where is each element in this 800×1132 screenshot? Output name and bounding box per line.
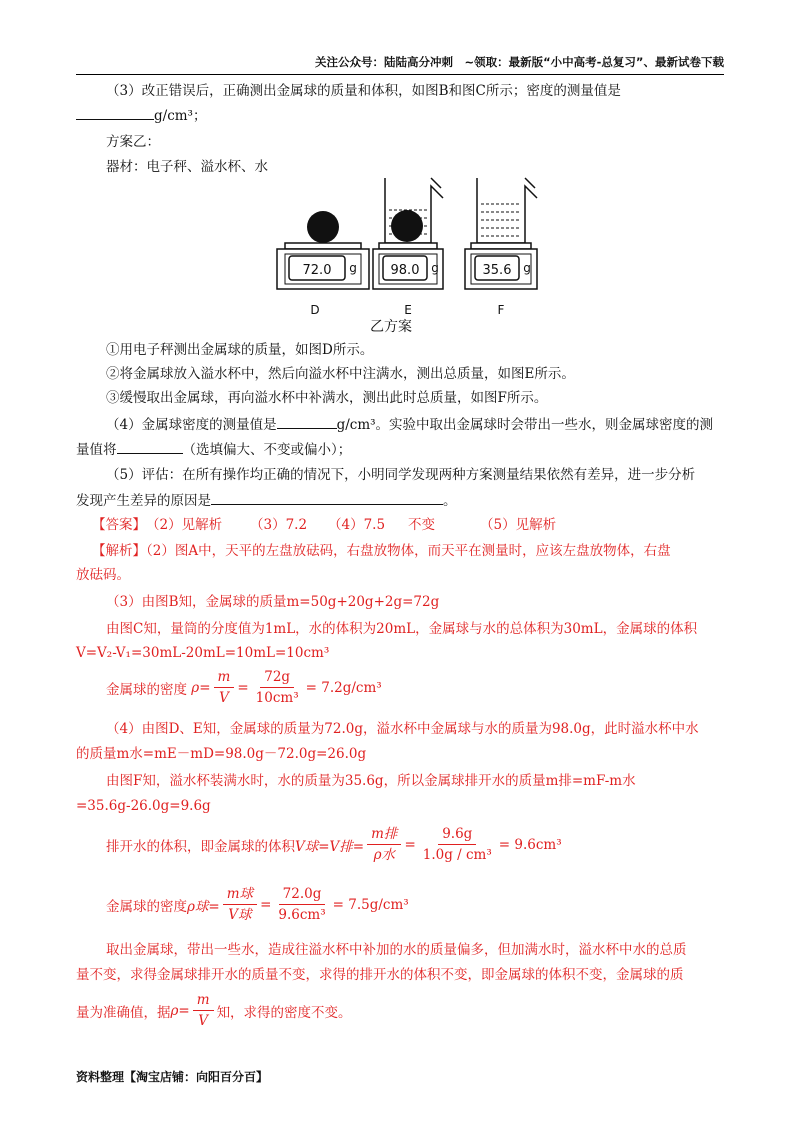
scale-f	[465, 178, 537, 317]
q4-line1	[76, 412, 724, 436]
q3-unit: g/cm³；	[154, 108, 207, 124]
step-3	[76, 387, 724, 409]
formula-density-1: 金属球的密度 ρ= $\frac{m}{V}$ = $\frac{72g}{\text{10cm³}}$ = 7.2g/cm³	[106, 669, 382, 706]
q3-line	[76, 80, 724, 102]
q5-line1	[76, 464, 724, 486]
analysis-p4b	[76, 743, 724, 765]
formula-4-den: V	[198, 1013, 209, 1029]
metal-ball-e	[391, 210, 423, 242]
step-3-text: ③缓慢取出金属球，再向溢水杯中补满水，测出此时总质量，如图F所示。	[106, 390, 548, 406]
formula-3-frac-b	[274, 884, 329, 925]
formula-volume: 排开水的体积，即金属球的体积 V球=V排= $\frac{\text{m排}}{\text{ρ水}}$ = $\frac{9.6g}{\text{1.0g / cm³}}$ = 9.6cm³	[106, 826, 562, 863]
formula-1-den1: V	[219, 690, 229, 706]
step-2	[76, 363, 724, 385]
analysis-p1b-text: 放砝码。	[76, 567, 130, 583]
answer-item-3: （3）7.2	[250, 517, 308, 533]
scale-d	[277, 211, 369, 317]
q4-line2	[76, 437, 724, 461]
label-d: D	[310, 303, 320, 317]
analysis-p1a-text: （2）图A中，天平的左盘放砝码，右盘放物体，而天平在测量时，应该左盘放物体，右盘	[146, 543, 671, 559]
answer-tag: 【答案】	[92, 517, 146, 533]
analysis-tag: 【解析】	[92, 543, 146, 559]
analysis-p2	[76, 591, 724, 613]
reading-f: 35.6	[482, 263, 512, 278]
formula-1-label: 金属球的密度	[106, 681, 187, 698]
formula-1-num1: m	[214, 667, 235, 688]
analysis-p5a-text: 由图F知，溢水杯装满水时，水的质量为35.6g，所以金属球排开水的质量m排=mF-m水	[106, 773, 636, 789]
q4-text-b: g/cm³。实验中取出金属球时会带出一些水，则金属球密度的测	[336, 417, 714, 433]
step-1	[76, 339, 724, 361]
page-footer	[76, 1068, 268, 1085]
formula-2-lhs: V球=V排=	[295, 838, 365, 855]
analysis-p3a	[76, 618, 724, 640]
q3-text: （3）改正错误后，正确测出金属球的质量和体积，如图B和图C所示；密度的测量值是	[106, 83, 621, 99]
formula-1-den2: 10cm³	[255, 690, 299, 706]
analysis-p6d-text: 知，求得的密度不变。	[216, 1004, 352, 1021]
q4-text-a: （4）金属球密度的测量值是	[106, 417, 277, 433]
analysis-p6c-line: 量为准确值，据 ρ= $\frac{m}{V}$ 知，求得的密度不变。	[76, 992, 352, 1029]
equipment-text: 器材：电子秤、溢水杯、水	[106, 159, 268, 175]
formula-3-label: 金属球的密度	[106, 898, 187, 915]
formula-4-frac	[193, 990, 214, 1031]
step-1-text: ①用电子秤测出金属球的质量，如图D所示。	[106, 342, 374, 358]
analysis-p3a-text: 由图C知，量筒的分度值为1mL，水的体积为20mL，金属球与水的总体积为30mL，金属球的体积	[106, 621, 698, 637]
reading-e: 98.0	[390, 263, 420, 278]
analysis-p5a	[76, 770, 724, 792]
formula-3-den1: V球	[228, 907, 252, 923]
scales-figure	[265, 174, 565, 334]
plan-title	[76, 131, 724, 153]
formula-1-result: = 7.2g/cm³	[305, 679, 382, 696]
analysis-p6c-text: 量为准确值，据	[76, 1004, 171, 1021]
formula-2-den2: 1.0g / cm³	[422, 847, 492, 863]
analysis-p6b-text: 量不变，求得金属球排开水的质量不变，求得的排开水的体积不变，即金属球的体积不变，金属球的质	[76, 967, 684, 983]
q5-line2	[76, 488, 724, 512]
answer-item-5: （5）见解析	[480, 517, 557, 533]
step-2-text: ②将金属球放入溢水杯中，然后向溢水杯中注满水，测出总质量，如图E所示。	[106, 366, 575, 382]
unit-e: g	[431, 261, 439, 275]
formula-1-frac-a	[214, 667, 235, 708]
q5-text-c: 。	[443, 493, 457, 509]
formula-1-num2: 72g	[260, 667, 294, 688]
formula-2-frac-a	[367, 824, 401, 865]
formula-4-num: m	[193, 990, 214, 1011]
formula-density-2: 金属球的密度 ρ球= $\frac{\text{m球}}{\text{V球}}$ = $\frac{72.0g}{\text{9.6cm³}}$ = 7.5g/cm³	[106, 886, 409, 923]
answer-line	[92, 514, 724, 536]
analysis-p4b-text: 的质量m水=mE－mD=98.0g－72.0g=26.0g	[76, 746, 367, 762]
q4-blank-2	[117, 437, 183, 454]
formula-2-num2: 9.6g	[438, 824, 476, 845]
figure-caption	[370, 316, 412, 338]
answer-item-2: （2）见解析	[146, 517, 223, 533]
unit-f: g	[523, 261, 531, 275]
reading-d: 72.0	[302, 263, 332, 278]
q5-blank	[211, 488, 443, 505]
scale-e	[373, 178, 443, 317]
analysis-p5b-text: =35.6g-26.0g=9.6g	[76, 798, 211, 814]
q5-text-b: 发现产生差异的原因是	[76, 493, 211, 509]
formula-2-label: 排开水的体积，即金属球的体积	[106, 838, 295, 855]
formula-3-den2: 9.6cm³	[278, 907, 326, 923]
analysis-p5b	[76, 795, 724, 817]
analysis-p4a	[76, 718, 724, 740]
header-text: 关注公众号：陆陆高分冲刺 ~领取：最新版“小中高考-总复习”、最新试卷下载	[314, 55, 724, 69]
analysis-p1b	[76, 564, 724, 586]
q3-line2	[76, 103, 724, 127]
formula-3-num1: m球	[223, 884, 257, 905]
formula-1-frac-b	[252, 667, 303, 708]
formula-2-frac-b	[419, 824, 496, 865]
metal-ball-d	[307, 211, 339, 243]
formula-3-lhs: ρ球=	[187, 898, 220, 915]
formula-3-frac-a	[223, 884, 257, 925]
unit-d: g	[349, 261, 357, 275]
q4-blank-1	[277, 412, 337, 429]
analysis-p6a	[76, 939, 724, 961]
q3-blank	[76, 103, 154, 120]
page-header	[76, 52, 724, 75]
formula-2-den1: ρ水	[373, 847, 395, 863]
analysis-p1a	[92, 540, 724, 562]
label-e: E	[404, 303, 412, 317]
formula-2-num1: m排	[367, 824, 401, 845]
formula-2-result: = 9.6cm³	[498, 836, 562, 853]
q4-text-d: （选填偏大、不变或偏小）；	[182, 442, 352, 458]
analysis-p2-text: （3）由图B知，金属球的质量m=50g+20g+2g=72g	[106, 594, 440, 610]
analysis-p6b	[76, 964, 724, 986]
label-f: F	[497, 303, 505, 317]
formula-3-num2: 72.0g	[279, 884, 326, 905]
figure-caption-text: 乙方案	[370, 319, 412, 335]
answer-item-4: （4）7.5	[328, 517, 386, 533]
analysis-p3b	[76, 642, 724, 664]
answer-item-4b: 不变	[408, 517, 435, 533]
formula-3-result: = 7.5g/cm³	[332, 896, 409, 913]
footer-text: 资料整理【淘宝店铺：向阳百分百】	[76, 1070, 269, 1084]
analysis-p6a-text: 取出金属球，带出一些水，造成往溢水杯中补加的水的质量偏多，但加满水时，溢水杯中水的总质	[106, 942, 687, 958]
analysis-p4a-text: （4）由图D、E知，金属球的质量为72.0g，溢水杯中金属球与水的质量为98.0g，此时溢水杯中水	[106, 721, 699, 737]
plan-title-text: 方案乙：	[106, 134, 160, 150]
q4-text-c: 量值将	[76, 442, 117, 458]
analysis-p3b-text: V=V₂-V₁=30mL-20mL=10mL=10cm³	[76, 645, 330, 661]
q5-text-a: （5）评估：在所有操作均正确的情况下，小明同学发现两种方案测量结果依然有差异，进一步分析	[106, 467, 696, 483]
